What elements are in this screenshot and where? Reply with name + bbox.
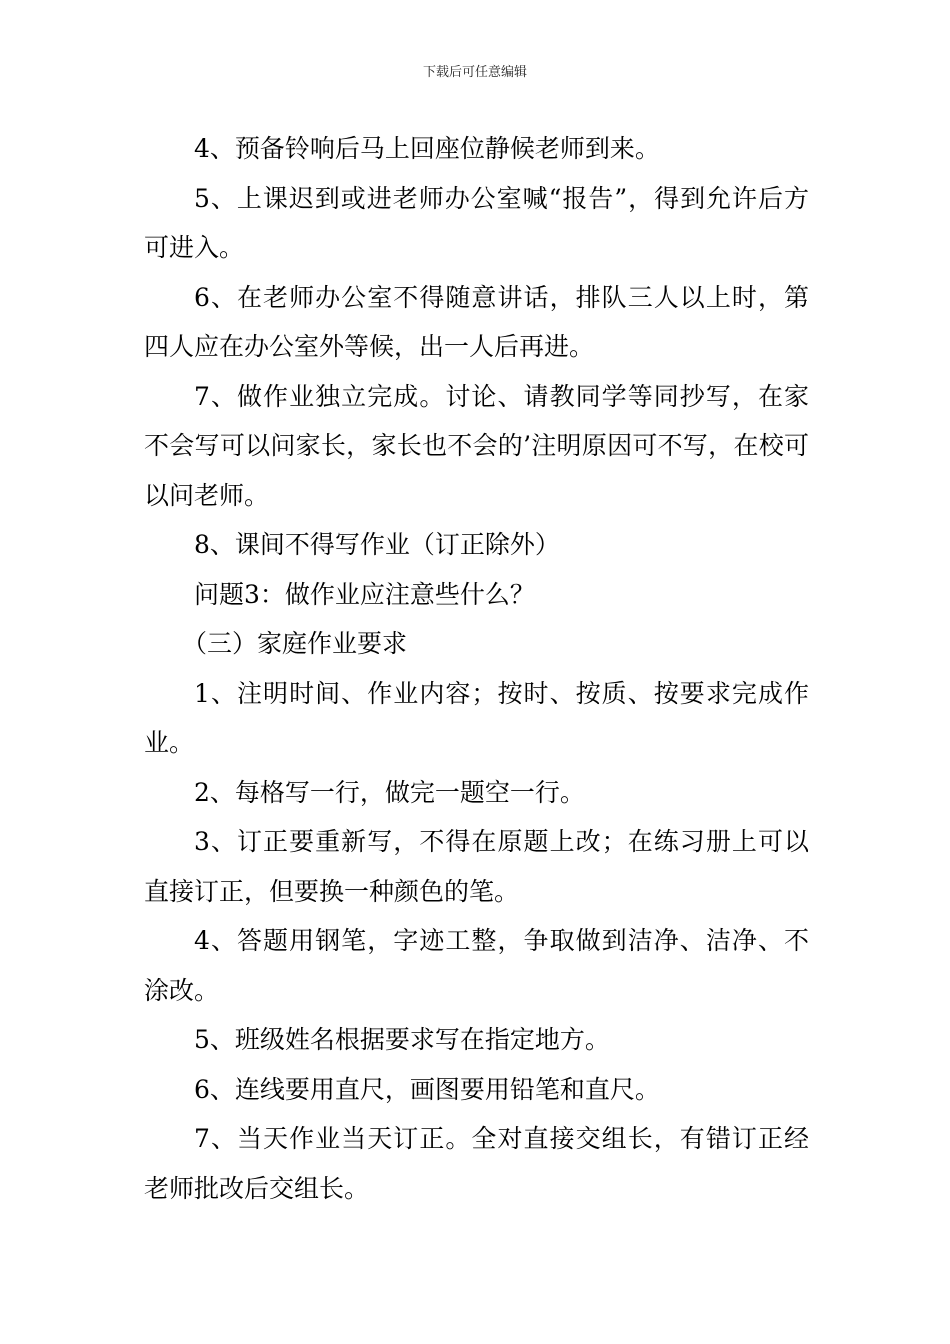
section-heading-homework: （三）家庭作业要求: [182, 629, 408, 658]
paragraph-question-3: 问题3：做作业应注意些什么？: [194, 579, 535, 609]
paragraph-homework-6: 6、连线要用直尺，画图要用铅笔和直尺。: [194, 1074, 660, 1104]
paragraph-homework-1: 1、注明时间、作业内容；按时、按质、按要求完成作业。: [144, 678, 809, 757]
paragraph-homework-7: 7、当天作业当天订正。全对直接交组长，有错订正经老师批改后交组长。: [144, 1124, 809, 1203]
document-body: [144, 124, 809, 1213]
paragraph-homework-2: 2、每格写一行，做完一题空一行。: [194, 777, 585, 807]
paragraph-rule-6: 6、在老师办公室不得随意讲话，排队三人以上时，第四人应在办公室外等候，出一人后再进。: [144, 282, 809, 361]
page-header: 下载后可任意编辑: [422, 65, 527, 80]
paragraph-rule-8: 8、课间不得写作业（订正除外）: [194, 530, 560, 559]
paragraph-rule-4: 4、预备铃响后马上回座位静候老师到来。: [194, 134, 660, 163]
paragraph-rule-5: 5、上课迟到或进老师办公室喊“报告”，得到允许后方可进入。: [144, 183, 809, 262]
paragraph-homework-3: 3、订正要重新写，不得在原题上改；在练习册上可以直接订正，但要换一种颜色的笔。: [144, 827, 809, 906]
paragraph-homework-4: 4、答题用钢笔，字迹工整，争取做到洁净、洁净、不涂改。: [144, 926, 809, 1005]
paragraph-rule-7: 7、做作业独立完成。讨论、请教同学等同抄写，在家不会写可以问家长，家长也不会的’注明原因可不写，在校可以问老师。: [144, 381, 809, 510]
paragraph-homework-5: 5、班级姓名根据要求写在指定地方。: [194, 1025, 610, 1054]
